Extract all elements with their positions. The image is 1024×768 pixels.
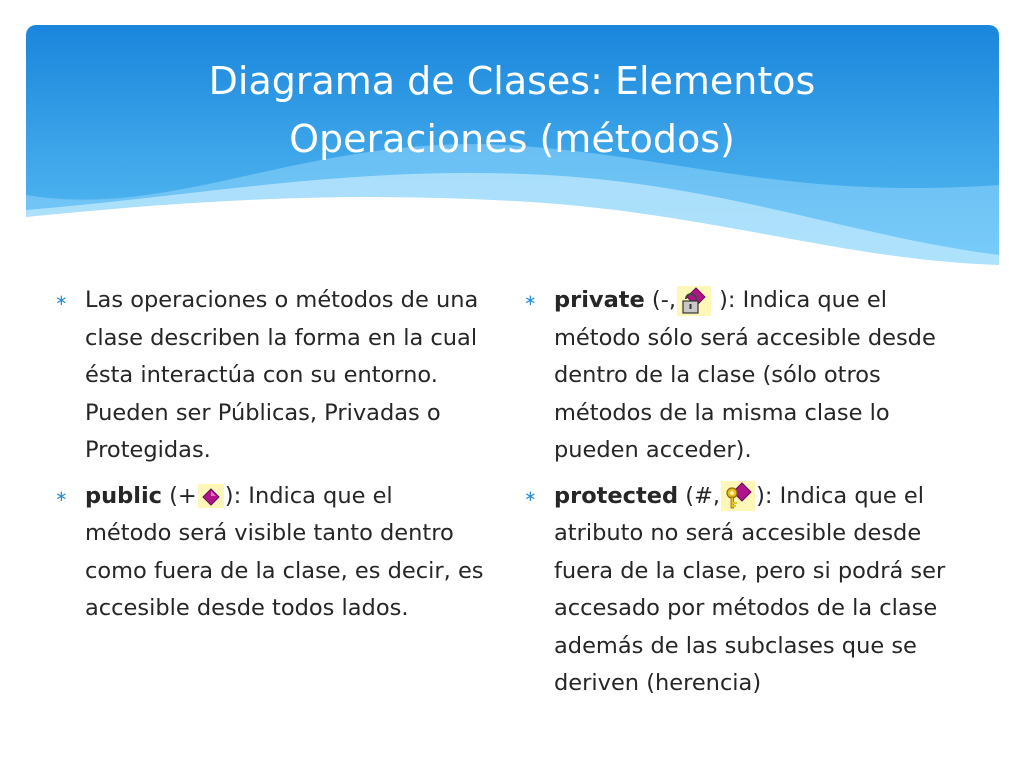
private-keyword: private [554, 287, 645, 313]
public-method-icon [198, 484, 224, 508]
bullet-item-operations [55, 282, 485, 470]
private-prefix: (-, [644, 287, 676, 313]
title-line-2: Operaciones (métodos) [289, 117, 735, 161]
bullet-marker: ∗ [524, 291, 537, 309]
protected-method-key-icon [721, 481, 755, 511]
operations-description: Las operaciones o métodos de una clase describen la forma en la cual ésta interactúa con su entorno. Pueden ser Públicas, Privadas o Protegidas. [85, 287, 479, 463]
bullet-item-public [55, 478, 485, 628]
public-prefix: (+ [162, 482, 197, 509]
left-column [55, 282, 485, 636]
bullet-marker: ∗ [55, 486, 68, 505]
protected-prefix: (#, [678, 482, 721, 509]
protected-description: ): Indica que el atributo no será accesible desde fuera de la clase, pero si podrá ser accesado por métodos de la clase además de las subclases que se deriven (herencia) [554, 482, 946, 696]
private-description: ): Indica que el método sólo será accesible desde dentro de la clase (sólo otros métodos de la misma clase lo pueden acceder). [554, 287, 936, 463]
bullet-marker: ∗ [524, 486, 537, 505]
slide-title [0, 52, 1024, 168]
bullet-item-private [524, 282, 964, 470]
bullet-marker: ∗ [55, 291, 68, 309]
protected-keyword: protected [554, 482, 679, 509]
public-description: ): Indica que el método será visible tanto dentro como fuera de la clase, es decir, es accesible desde todos lados. [85, 482, 484, 621]
public-keyword: public [85, 482, 162, 509]
private-method-lock-icon [677, 286, 711, 316]
title-line-1: Diagrama de Clases: Elementos [208, 59, 816, 103]
right-column [524, 282, 964, 711]
bullet-item-protected [524, 478, 964, 703]
